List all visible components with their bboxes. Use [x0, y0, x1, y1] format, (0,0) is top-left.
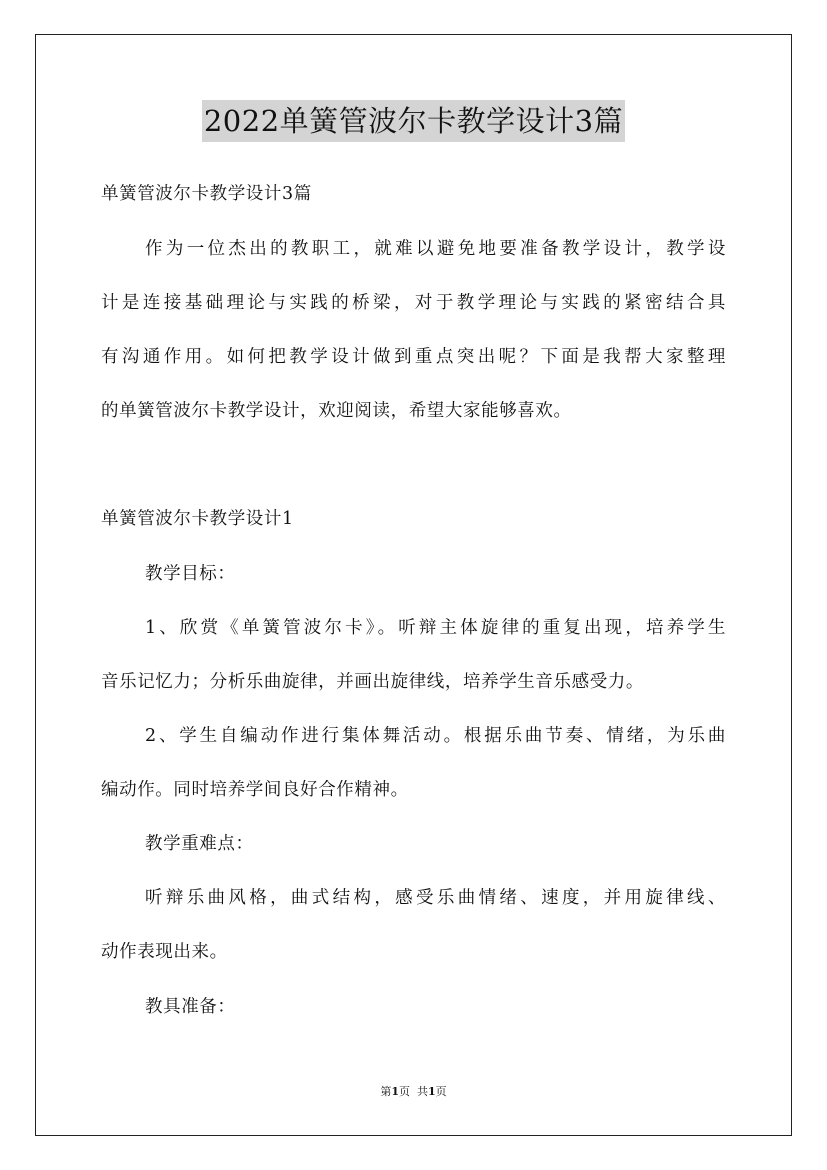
footer-page-suffix: 页: [435, 1085, 447, 1098]
footer-page-mid: 页 共: [399, 1085, 428, 1098]
page-footer: [0, 1085, 827, 1099]
document-title: 2022单簧管波尔卡教学设计3篇: [202, 100, 625, 142]
section1-heading: 单簧管波尔卡教学设计1: [101, 509, 294, 529]
intro-line-3: 有沟通作用。如何把教学设计做到重点突出呢？下面是我帮大家整理: [101, 347, 726, 367]
title-container: [0, 100, 827, 142]
document-subtitle: 单簧管波尔卡教学设计3篇: [101, 184, 312, 204]
goal2-line-2: 编动作。同时培养学间良好合作精神。: [101, 780, 409, 800]
tools-label: 教具准备：: [145, 997, 236, 1017]
key-points-line-2: 动作表现出来。: [101, 942, 228, 962]
goal1-line-2: 音乐记忆力；分析乐曲旋律，并画出旋律线，培养学生音乐感受力。: [101, 672, 644, 692]
goal1-line-1: 1、欣赏《单簧管波尔卡》。听辩主体旋律的重复出现，培养学生: [145, 618, 726, 638]
intro-line-2: 计是连接基础理论与实践的桥梁，对于教学理论与实践的紧密结合具: [101, 293, 726, 313]
intro-line-1: 作为一位杰出的教职工，就难以避免地要准备教学设计，教学设: [145, 239, 726, 259]
key-points-label: 教学重难点：: [145, 834, 254, 854]
goals-label: 教学目标：: [145, 564, 236, 584]
intro-line-4: 的单簧管波尔卡教学设计，欢迎阅读，希望大家能够喜欢。: [101, 401, 572, 421]
key-points-line-1: 听辩乐曲风格，曲式结构，感受乐曲情绪、速度，并用旋律线、: [145, 888, 726, 908]
goal2-line-1: 2、学生自编动作进行集体舞活动。根据乐曲节奏、情绪，为乐曲: [145, 726, 726, 746]
footer-page-current: 1: [391, 1085, 399, 1098]
footer-page-total: 1: [428, 1085, 436, 1098]
footer-page-prefix: 第: [380, 1085, 392, 1098]
